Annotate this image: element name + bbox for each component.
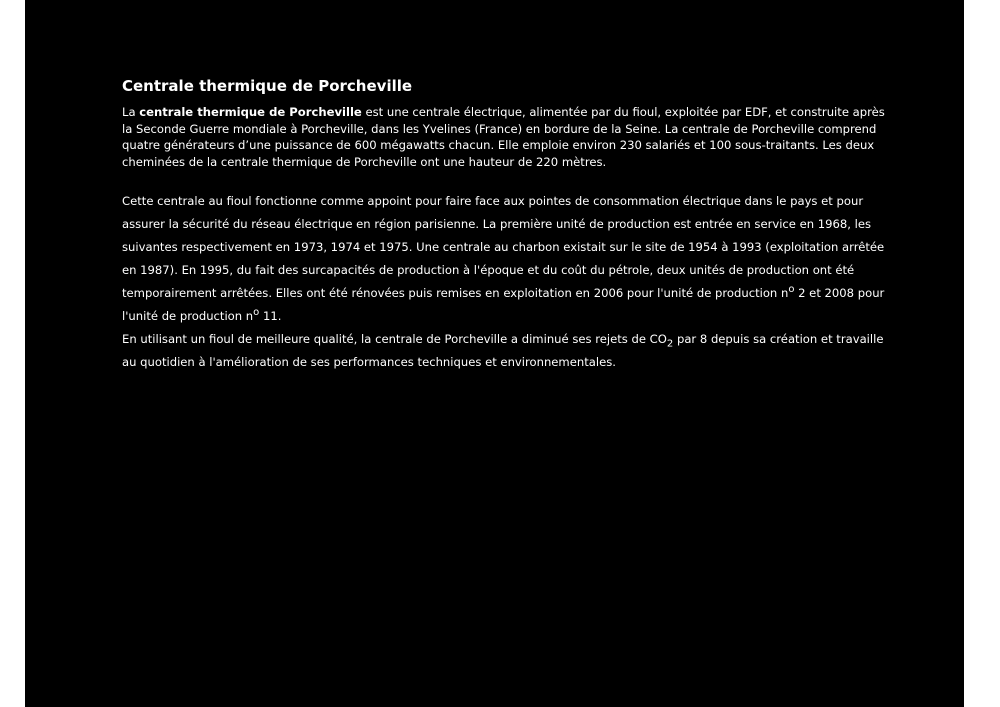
- emissions-text-1: En utilisant un fioul de meilleure qualité, la centrale de Porcheville a diminué ses rejets de CO: [122, 332, 667, 346]
- intro-lead: La: [122, 105, 140, 119]
- history-text-2: 2 et 2008 pour l'unité de production n: [122, 286, 885, 323]
- emissions-text-2: par 8 depuis sa création et travaille au quotidien à l'amélioration de ses performances techniques et environnementales.: [122, 332, 884, 369]
- paragraph-emissions: [122, 328, 887, 374]
- article-body: [122, 76, 887, 374]
- history-sup-1: o: [788, 284, 795, 296]
- paragraph-intro: [122, 104, 887, 170]
- slide: [25, 0, 964, 707]
- paragraph-spacer: [122, 170, 887, 190]
- paragraph-history: [122, 190, 887, 328]
- history-text-1: Cette centrale au fioul fonctionne comme appoint pour faire face aux pointes de consommation électrique dans le pays et pour assurer la sécurité du réseau électrique en région parisienne. La première unité de production est entrée en service en 1968, les suivantes respectivement en 1973, 1974 et 1975. Une centrale au charbon existait sur le site de 1954 à 1993 (exploitation arrêtée en 1987). En 1995, du fait des surcapacités de production à l'époque et du coût du pétrole, deux unités de production ont été temporairement arrêtées. Elles ont été rénovées puis remises en exploitation en 2006 pour l'unité de production n: [122, 194, 885, 300]
- history-text-3: 11.: [259, 309, 282, 323]
- emissions-sub: 2: [666, 338, 674, 350]
- article-title: Centrale thermique de Porcheville: [122, 77, 413, 95]
- intro-bold-name: centrale thermique de Porcheville: [139, 105, 362, 119]
- intro-rest: est une centrale électrique, alimentée par du fioul, exploitée par EDF, et construite après la Seconde Guerre mondiale à Porcheville, dans les Yvelines (France) en bordure de la Seine. La centrale de Porcheville comprend quatre générateurs d’une puissance de 600 mégawatts chacun. Elle emploie environ 230 salariés et 100 sous-traitants. Les deux cheminées de la centrale thermique de Porcheville ont une hauteur de 220 mètres.: [122, 105, 885, 169]
- history-sup-2: o: [253, 307, 260, 319]
